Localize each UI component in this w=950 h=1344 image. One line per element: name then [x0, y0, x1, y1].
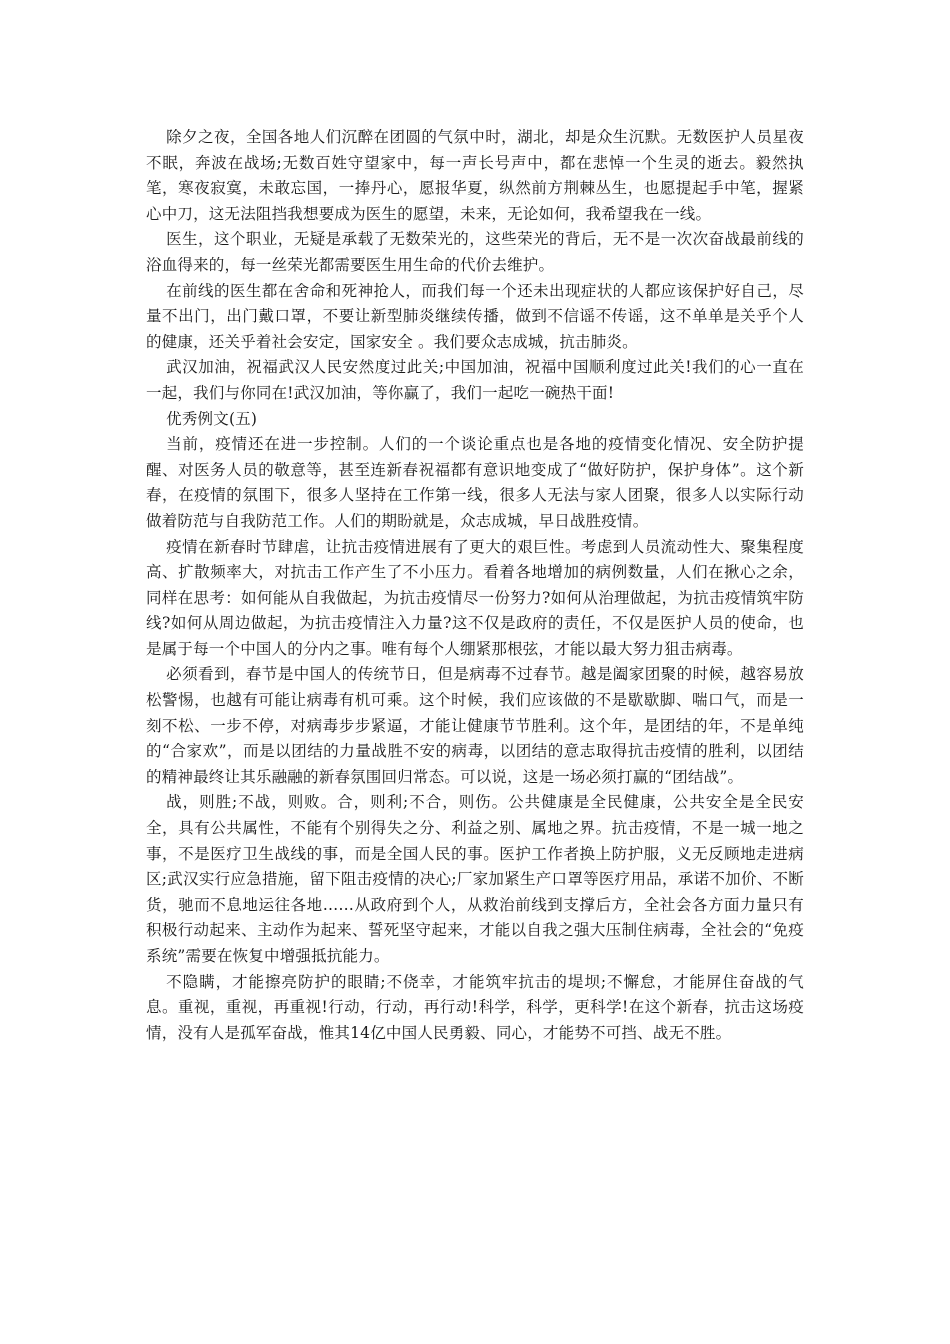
paragraph: 医生，这个职业，无疑是承载了无数荣光的，这些荣光的背后，无不是一次次奋战最前线的浴血得来的，每一丝荣光都需要医生用生命的代价去维护。 — [146, 230, 804, 274]
paragraph: 必须看到，春节是中国人的传统节日，但是病毒不过春节。越是阖家团聚的时候，越容易放松警惕，也越有可能让病毒有机可乘。这个时候，我们应该做的不是歇歇脚、喘口气，而是一刻不松、一步不停，对病毒步步紧逼，才能让健康节节胜利。这个年，是团结的年，不是单纯的“合家欢”，而是以团结的力量战胜不安的病毒，以团结的意志取得抗击疫情的胜利，以团结的精神最终让其乐融融的新春氛围回归常态。可以说，这是一场必须打赢的“团结战”。 — [146, 665, 804, 786]
paragraph: 不隐瞒，才能擦亮防护的眼睛;不侥幸，才能筑牢抗击的堤坝;不懈怠，才能屏住奋战的气息。重视，重视，再重视!行动，行动，再行动!科学，科学，更科学!在这个新春，抗击这场疫情，没有人是孤军奋战，惟其14亿中国人民勇毅、同心，才能势不可挡、战无不胜。 — [146, 972, 804, 1042]
paragraph: 疫情在新春时节肆虐，让抗击疫情进展有了更大的艰巨性。考虑到人员流动性大、聚集程度高、扩散频率大，对抗击工作产生了不小压力。看着各地增加的病例数量，人们在揪心之余，同样在思考：如何能从自我做起，为抗击疫情尽一份努力?如何从治理做起，为抗击疫情筑牢防线?如何从周边做起，为抗击疫情注入力量?这不仅是政府的责任，不仅是医护人员的使命，也是属于每一个中国人的分内之事。唯有每个人绷紧那根弦，才能以最大努力狙击病毒。 — [146, 537, 804, 658]
paragraph: 战，则胜;不战，则败。合，则利;不合，则伤。公共健康是全民健康，公共安全是全民安全，具有公共属性，不能有个别得失之分、利益之别、属地之界。抗击疫情，不是一城一地之事，不是医疗卫生战线的事，而是全国人民的事。医护工作者换上防护服，义无反顾地走进病区;武汉实行应急措施，留下阻击疫情的决心;厂家加紧生产口罩等医疗用品，承诺不加价、不断货，驰而不息地运往各地……从政府到个人，从救治前线到支撑后方，全社会各方面力量只有积极行动起来、主动作为起来、誓死坚守起来，才能以自我之强大压制住病毒，全社会的“免疫系统”需要在恢复中增强抵抗能力。 — [146, 793, 804, 965]
paragraph: 武汉加油，祝福武汉人民安然度过此关;中国加油，祝福中国顺利度过此关!我们的心一直在一起，我们与你同在!武汉加油，等你赢了，我们一起吃一碗热干面! — [146, 358, 804, 402]
paragraph: 当前，疫情还在进一步控制。人们的一个谈论重点也是各地的疫情变化情况、安全防护提醒、对医务人员的敬意等，甚至连新春祝福都有意识地变成了“做好防护，保护身体”。这个新春，在疫情的氛围下，很多人坚持在工作第一线，很多人无法与家人团聚，很多人以实际行动做着防范与自我防范工作。人们的期盼就是，众志成城，早日战胜疫情。 — [146, 435, 804, 530]
section-heading: 优秀例文(五) — [166, 409, 258, 428]
paragraph: 除夕之夜，全国各地人们沉醉在团圆的气氛中时，湖北，却是众生沉默。无数医护人员星夜不眠，奔波在战场;无数百姓守望家中，每一声长号声中，都在悲悼一个生灵的逝去。毅然执笔，寒夜寂寞，未敢忘国，一捧丹心，愿报华夏，纵然前方荆棘丛生，也愿提起手中笔，握紧心中刀，这无法阻挡我想要成为医生的愿望，未来，无论如何，我希望我在一线。 — [146, 128, 804, 223]
paragraph: 在前线的医生都在舍命和死神抢人，而我们每一个还未出现症状的人都应该保护好自己，尽量不出门，出门戴口罩，不要让新型肺炎继续传播，做到不信谣不传谣，这不单单是关乎个人的健康，还关乎着社会安定，国家安全 。我们要众志成城，抗击肺炎。 — [146, 281, 804, 351]
document-body — [146, 125, 804, 1046]
